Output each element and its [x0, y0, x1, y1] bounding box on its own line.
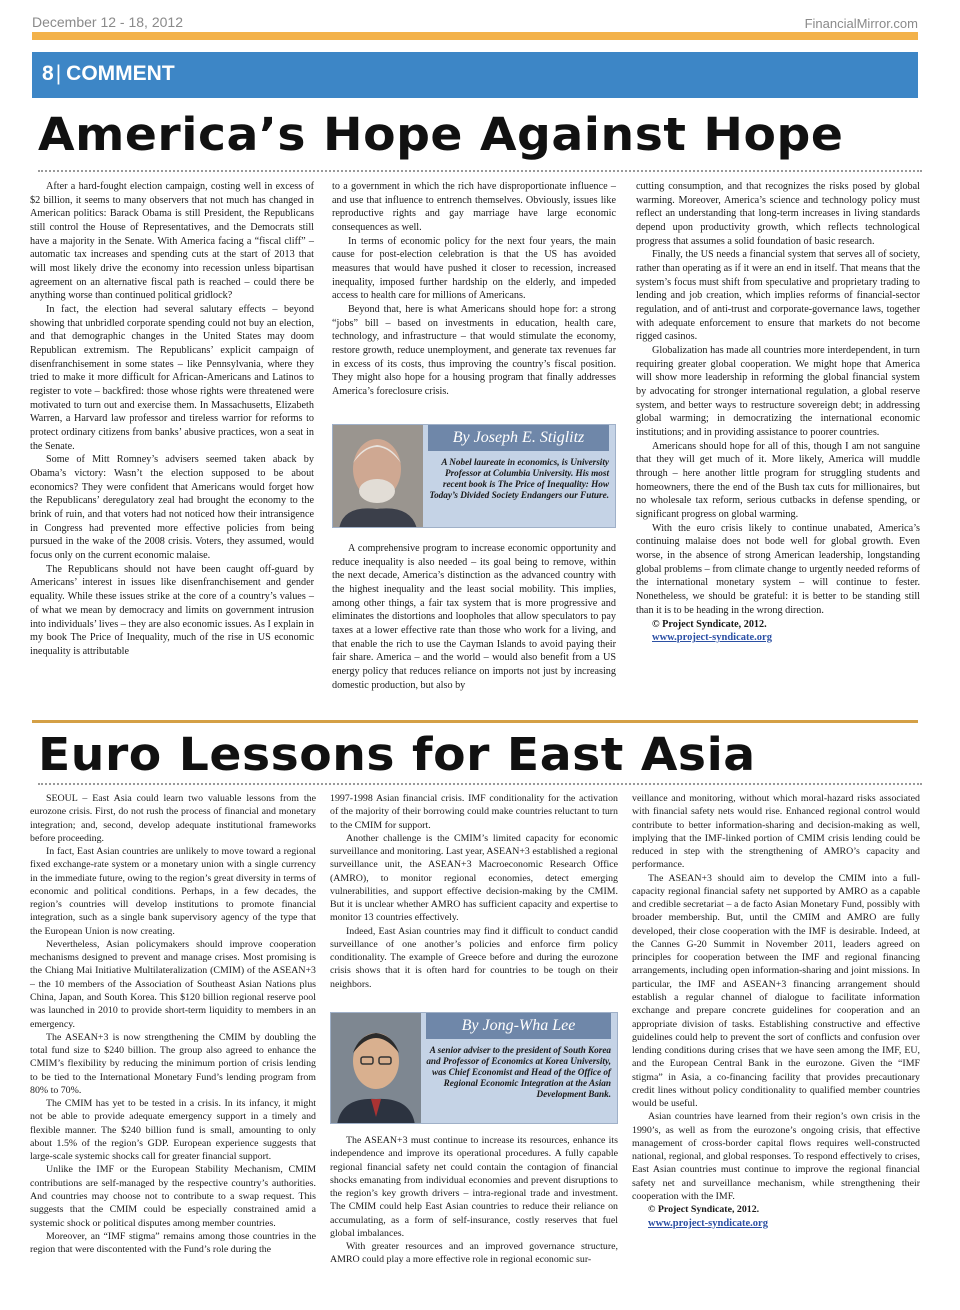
site-name: FinancialMirror.com	[804, 16, 918, 31]
source-link[interactable]: www.project-syndicate.org	[648, 1217, 768, 1229]
paragraph: A comprehensive program to increase economic opportunity and reduce inequality is also needed – its goal being to remove, within the next decade, America’s distinction as the advanced country with the highest inequality and the least social mobility. This implies, among other things, a fair tax system that is more progressive and eliminates the distortions and loopholes that allow speculators to pay taxes at a lower effective rate than those who work for a living, and that enable the rich to use the Cayman Islands to avoid paying their fair share. America – and the world – would also benefit from a US energy policy that reduces reliance on imports not just by increasing domestic production, but also by	[332, 543, 616, 691]
author-portrait-icon	[331, 1013, 421, 1124]
article2-column2-bottom	[330, 1134, 618, 1267]
paragraph: In fact, East Asian countries are unlikely to move toward a regional fixed exchange-rate system or a monetary union with a single currency in the immediate future, owing to the region’s great diversity in terms of economic and political conditions. Perhaps, in a few decades, the region’s countries will develop institutions to promote financial integration, such as a single bank supervisory agency of the type that the European Union is now creating.	[30, 846, 316, 937]
paragraph: After a hard-fought election campaign, costing well in excess of $2 billion, it seems to many observers that not much has changed in American politics: Barack Obama is still President, the Republicans still control the House of Representatives, and the Democrats still have a majority in the Senate. With America facing a “fiscal cliff” – automatic tax increases and spending cuts at the start of 2013 that will most likely drive the economy into recession unless bipartisan agreement on an alternative fiscal path is reached – could there be anything worse than continued political gridlock?	[30, 181, 314, 302]
issue-date: December 12 - 18, 2012	[32, 14, 183, 30]
paragraph: Moreover, an “IMF stigma” remains among those countries in the region that were discontented with the Fund’s role during the	[30, 1230, 316, 1256]
paragraph: Asian countries have learned from their region’s own crisis in the 1990’s, as well as from the eurozone’s ongoing crisis, that effective management of cross-border capital flows requires well-constructed national, regional, and global responses. To respond effectively to crises, East Asian countries must continue to improve the regional financial safety net and surveillance mechanism, while strengthening their cooperation with the IMF.	[632, 1111, 920, 1202]
article1-title: America’s Hope Against Hope	[38, 108, 844, 161]
paragraph: The Republicans should not have been caught off-guard by Americans’ interest in issues like disenfranchisement and gender equality. While these issues strike at the core of a country’s values – of what we mean by democracy and limits on government intrusion into individuals’ lives – they are also economic issues. As I explain in my book The Price of Inequality, much of the rise in US economic inequality is attributable	[30, 563, 314, 657]
paragraph: Indeed, East Asian countries may find it difficult to conduct candid surveillance of one another’s policies and enforce firm policy conditionality. The example of Greece before and during the eurozone crisis shows that it is often hard for countries to be tough on their neighbors.	[330, 925, 618, 990]
author-name: By Joseph E. Stiglitz	[428, 425, 609, 451]
top-bar	[32, 14, 918, 40]
paragraph: Globalization has made all countries more interdependent, in turn requiring greater global cooperation. We might hope that America will show more leadership in reforming the global financial system by advocating for stronger international regulation, a global reserve system, and better ways to restructure sovereign debt; in addressing global warming; in democratizing the international economic institutions; and in providing assistance to poorer countries.	[636, 345, 920, 439]
paragraph: SEOUL – East Asia could learn two valuable lessons from the eurozone crisis. First, do not rush the process of financial and monetary integration; and, second, develop adequate institutional frameworks before proceeding.	[30, 793, 316, 844]
article-divider	[32, 720, 918, 723]
paragraph: The ASEAN+3 should aim to develop the CMIM into a full-capacity regional financial safety net supported by AMRO as a capable and credible secretariat – a de facto Asian Monetary Fund, possibly with broader membership. But, until the CMIM and AMRO are fully developed, their close cooperation with the IMF is desirable. Indeed, at the Cannes G-20 Summit in November 2011, leaders agreed on principles for cooperation between the IMF and regional financing arrangements, including open information-sharing and joint missions. In particular, the IMF and ASEAN+3 financing arrangement should establish a regular channel of dialogue to facilitate information exchange and prepare concrete guidelines for cooperation and an appropriate division of tasks. Establishing constructive and effective guidelines could help to prevent the sort of conflicts and confusion over lending conditions during crises that we have seen among the IMF, EU, and the European Central Bank in the eurozone. Given the “IMF stigma” in Asia, a co-financing facility that provides precautionary credit lines without policy conditionality to qualified member countries would be useful.	[632, 872, 920, 1110]
paragraph: cutting consumption, and that recognizes the risks posed by global warming. Moreover, America’s science and technology policy must reflect an understanding that long-term increases in living standards depend upon productivity growth, which reflects technological progress that assumes a solid foundation of basic research.	[636, 181, 920, 247]
section-banner: 8| COMMENT	[32, 52, 918, 98]
article1-rule	[38, 170, 922, 173]
article1-column2-bottom	[332, 542, 616, 692]
author-bio: A Nobel laureate in economics, is University Professor at Columbia University. His most recent book is The Price of Inequality: How Today’s Divided Society Endangers our Future.	[429, 457, 609, 501]
author-box-lee	[330, 1012, 618, 1124]
paragraph: With the euro crisis likely to continue unabated, America’s continuing malaise does not bode well for global growth. Even worse, in the absence of strong American leadership, longstanding global problems – from climate change to urgently needed reforms of the international monetary system – will continue to fester. Nonetheless, we should be grateful: it is better to be standing still than it is to be heading in the wrong direction.	[636, 522, 920, 616]
article2-column3	[632, 792, 920, 1231]
paragraph: The ASEAN+3 must continue to increase its resources, enhance its independence and improve its operational procedures. A fully capable regional financial safety net could contain the contagion of financial shocks emanating from individual economies and prevent disruptions to the region’s key growth drivers – intra-regional trade and investment. The CMIM could help East Asian countries to reduce their reliance on accumulating, as a form of self-insurance, costly reserves that fuel global imbalances.	[330, 1135, 618, 1239]
paragraph: Beyond that, here is what Americans should hope for: a strong “jobs” bill – based on investments in education, health care, technology, and infrastructure – that would stimulate the economy, restore growth, reduce unemployment, and generate tax revenues far in excess of its costs, thus improving the country’s fiscal position. They might also hope for a housing program that finally addresses America’s foreclosure crisis.	[332, 304, 616, 398]
paragraph: Nevertheless, Asian policymakers should improve cooperation mechanisms designed to prevent and manage crises. Most promising is the Chiang Mai Initiative Multilateralization (CMIM) of the ASEAN+3 – the 10 members of the Association of Southeast Asian Nations plus China, Japan, and South Korea. This $120 billion regional reserve pool was launched in 2010 to provide short-term liquidity to members in an emergency.	[30, 938, 316, 1030]
paragraph: 1997-1998 Asian financial crisis. IMF conditionality for the activation of the majority of their borrowing could make countries reluctant to turn to the CMIM for support.	[330, 793, 618, 831]
author-photo	[331, 1013, 421, 1123]
paragraph: Another challenge is the CMIM’s limited capacity for economic surveillance and monitoring. Last year, ASEAN+3 established a regional surveillance unit, the ASEAN+3 Macroeconomic Research Office (AMRO), to monitor regional economies, detect emerging vulnerabilities, and support effective decision-making by the CMIM. But it is unclear whether AMRO has sufficient capacity and expertise to monitor 13 countries effectively.	[330, 832, 618, 924]
author-portrait-icon	[333, 425, 423, 528]
paragraph: Some of Mitt Romney’s advisers seemed taken aback by Obama’s victory: Wasn’t the election supposed to be about economics? They were confident that Americans would forget how the Republicans’ deregulatory zeal had brought the economy to the brink of ruin, and that voters had not noticed how their intransigence in Congress had prevented more effective policies from being pursued in the wake of the 2008 crisis. Voters, they assumed, would focus only on the current economic malaise.	[30, 454, 314, 562]
paragraph: In terms of economic policy for the next four years, the main cause for post-election celebration is that the US has avoided measures that would have pushed it closer to recession, increased inequality, imposed further hardship on the elderly, and impeded access to health care for millions of Americans.	[332, 235, 616, 302]
paragraph: In fact, the election had several salutary effects – beyond showing that unbridled corporate spending could not buy an election, and that demographic changes in the United States may doom Republican extremism. The Republicans’ explicit campaign of disenfranchisement in some states – like Pennsylvania, where they tried to make it more difficult for African-Americans and Latinos to register to vote – backfired: those whose rights were threatened were motivated to turn out and exercise them. In Massachusetts, Elizabeth Warren, a Harvard law professor and tireless warrior for reforms to protect ordinary citizens from banks’ abusive practices, won a seat in the Senate.	[30, 304, 314, 452]
source-link[interactable]: www.project-syndicate.org	[652, 632, 772, 644]
article1-column1	[30, 180, 314, 659]
paragraph: to a government in which the rich have disproportionate influence – and use that influence to entrench themselves. Obviously, issues like reproductive rights and gay marriage have large economic consequences as well.	[332, 181, 616, 234]
author-photo	[333, 425, 423, 527]
paragraph: The CMIM has yet to be tested in a crisis. In its infancy, it might not be able to provide adequate emergency support in a timely and flexible manner. The $240 billion fund is small, amounting to only about 1.5% of the region’s GDP. European experience suggests that large-scale systemic shocks call for greater financial support.	[30, 1098, 316, 1163]
author-box-stiglitz	[332, 424, 616, 528]
section-label: COMMENT	[66, 62, 175, 85]
paragraph: Finally, the US needs a financial system that serves all of society, rather than operating as if it were an end in itself. That means that the system’s focus must shift from speculative and proprietary trading to lending and job creation, which implies reforms of financial-sector regulation, and of anti-trust and corporate-governance laws, together with adequate enforcement to ensure that markets do not become rigged casinos.	[636, 249, 920, 343]
copyright-credit: © Project Syndicate, 2012.	[652, 618, 767, 630]
author-bio: A senior adviser to the president of South Korea and Professor of Economics at Korea University, was Chief Economist and Head of the Office of Regional Economic Integration at the Asian Development Bank.	[426, 1045, 611, 1100]
article2-title: Euro Lessons for East Asia	[38, 728, 756, 781]
article1-column3	[636, 180, 920, 645]
paragraph: Unlike the IMF or the European Stability Mechanism, CMIM contributions are self-managed by the respective country’s authorities. And countries may choose not to contribute to a swap request. This suggests that the CMIM could be especially constrained amid a systemic shock or political disputes among member countries.	[30, 1164, 316, 1229]
paragraph: With greater resources and an improved governance structure, AMRO could play a more effective role in regional economic sur-	[330, 1241, 618, 1266]
article1-column2-top	[332, 180, 616, 399]
article2-column2-top	[330, 792, 618, 991]
copyright-credit: © Project Syndicate, 2012.	[648, 1204, 760, 1216]
page-number: 8	[42, 62, 54, 85]
article2-rule	[38, 783, 922, 786]
author-name: By Jong-Wha Lee	[426, 1013, 611, 1039]
article2-column1	[30, 792, 316, 1256]
paragraph: The ASEAN+3 is now strengthening the CMIM by doubling the total fund size to $240 billion. The group also agreed to enhance the CMIM’s flexibility by reducing the minimum portion of crisis lending to be tied to the International Monetary Fund’s lending program from 80% to 70%.	[30, 1031, 316, 1096]
paragraph: Americans should hope for all of this, though I am not sanguine that they will get much of it. More likely, America will muddle through – here another little program for struggling students and homeowners, there the end of the Bush tax cuts for millionaires, but no wholesale tax reform, serious cutbacks in defense spending, or significant progress on global warming.	[636, 440, 920, 521]
paragraph: veillance and monitoring, without which moral-hazard risks associated with financial safety nets would rise. Enhanced regional control would contribute to better information-sharing and decision-making as well, implying that the IMF-linked portion of CMIM crisis lending could be reduced in step with the strengthening of AMRO’s capacity and performance.	[632, 793, 920, 871]
